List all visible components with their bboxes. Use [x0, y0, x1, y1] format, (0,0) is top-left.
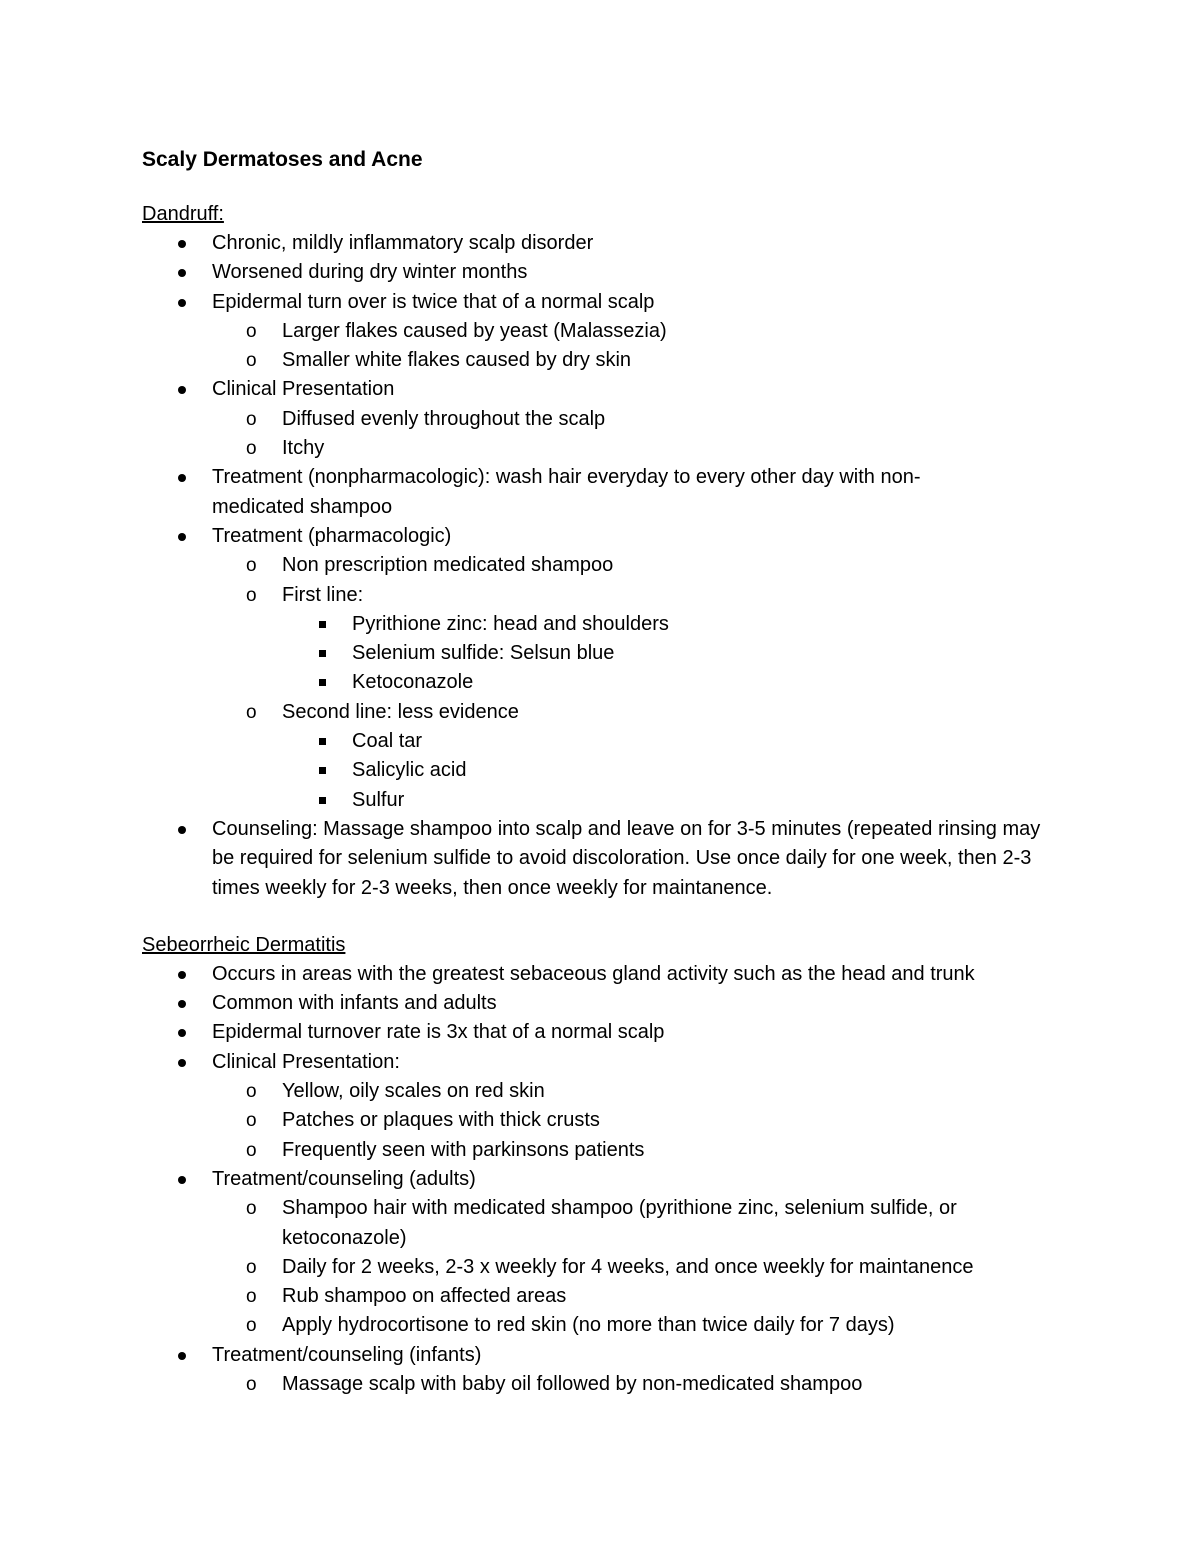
bullet-dot-icon — [178, 1029, 186, 1037]
sub-list — [212, 317, 1062, 376]
section-heading-dandruff: Dandruff: — [142, 203, 224, 225]
bullet-dot-icon — [178, 269, 186, 277]
circle-bullet-icon: o — [246, 1139, 257, 1161]
circle-bullet-icon: o — [246, 584, 257, 606]
sub-list — [212, 405, 1062, 464]
bullet-dot-icon — [178, 240, 186, 248]
section-seborrheic-dermatitis — [142, 931, 1062, 1399]
list-item: Common with infants and adults — [142, 989, 1062, 1018]
list-item: Epidermal turn over is twice that of a normal scalp o Larger flakes caused by yeast (Malassezia) o Smaller white flakes caused by dry skin — [142, 288, 1062, 376]
list-item: Pyrithione zinc: head and shoulders — [282, 610, 1062, 639]
circle-bullet-icon: o — [246, 1081, 257, 1103]
circle-bullet-icon: o — [246, 438, 257, 460]
list-item: o Smaller white flakes caused by dry skin — [212, 346, 1062, 375]
circle-bullet-icon: o — [246, 701, 257, 723]
bullet-dot-icon — [178, 474, 186, 482]
square-bullet-icon — [319, 767, 326, 774]
sub-sub-list — [282, 610, 1062, 698]
list-item: o Yellow, oily scales on red skin — [212, 1077, 1062, 1106]
bullet-dot-icon — [178, 1176, 186, 1184]
list-item: Sulfur — [282, 786, 1062, 815]
list-item: o Itchy — [212, 434, 1062, 463]
sub-list — [212, 1370, 1062, 1399]
bullet-dot-icon — [178, 1352, 186, 1360]
list-item: Treatment/counseling (infants) o Massage scalp with baby oil followed by non-medicated shampoo — [142, 1341, 1062, 1400]
list-item: o Massage scalp with baby oil followed by non-medicated shampoo — [212, 1370, 1062, 1399]
bullet-list — [142, 960, 1062, 1399]
document-title: Scaly Dermatoses and Acne — [142, 148, 423, 171]
sub-sub-list — [282, 727, 1062, 815]
bullet-dot-icon — [178, 826, 186, 834]
sub-list — [212, 1077, 1062, 1165]
square-bullet-icon — [319, 621, 326, 628]
list-item: Coal tar — [282, 727, 1062, 756]
list-item: o Daily for 2 weeks, 2-3 x weekly for 4 weeks, and once weekly for maintanence — [212, 1253, 1062, 1282]
circle-bullet-icon: o — [246, 408, 257, 430]
square-bullet-icon — [319, 650, 326, 657]
sub-list — [212, 551, 1062, 815]
circle-bullet-icon: o — [246, 1256, 257, 1278]
circle-bullet-icon: o — [246, 350, 257, 372]
list-item: Clinical Presentation o Diffused evenly throughout the scalp o Itchy — [142, 375, 1062, 463]
document-page — [142, 142, 1062, 1399]
list-item: o Diffused evenly throughout the scalp — [212, 405, 1062, 434]
list-item: o Shampoo hair with medicated shampoo (pyrithione zinc, selenium sulfide, or ketoconazole) — [212, 1194, 1062, 1253]
list-item: Treatment (pharmacologic) o Non prescription medicated shampoo o First line: Pyrithione zinc: head and shoulders Selenium sulfide: Selsun blue Ketoconazole o Second line: less evidence Coal tar Salicylic acid Sulfur — [142, 522, 1062, 815]
list-item: o Frequently seen with parkinsons patients — [212, 1136, 1062, 1165]
bullet-dot-icon — [178, 299, 186, 307]
square-bullet-icon — [319, 738, 326, 745]
list-item: Chronic, mildly inflammatory scalp disorder — [142, 229, 1062, 258]
list-item: Treatment/counseling (adults) o Shampoo hair with medicated shampoo (pyrithione zinc, selenium sulfide, or ketoconazole) o Daily for 2 weeks, 2-3 x weekly for 4 weeks, and once weekly for maintanence o Rub shampoo on affected areas o Apply hydrocortisone to red skin (no more than twice daily for 7 days) — [142, 1165, 1062, 1341]
bullet-dot-icon — [178, 1059, 186, 1067]
sub-list — [212, 1194, 1062, 1340]
list-item: Occurs in areas with the greatest sebaceous gland activity such as the head and trunk — [142, 960, 1062, 989]
circle-bullet-icon: o — [246, 320, 257, 342]
circle-bullet-icon: o — [246, 1373, 257, 1395]
circle-bullet-icon: o — [246, 1286, 257, 1308]
bullet-list — [142, 229, 1062, 903]
section-heading-seborrheic-dermatitis: Sebeorrheic Dermatitis — [142, 933, 346, 956]
list-item: o First line: Pyrithione zinc: head and shoulders Selenium sulfide: Selsun blue Ketoconazole — [212, 581, 1062, 698]
list-item: Epidermal turnover rate is 3x that of a normal scalp — [142, 1018, 1062, 1047]
bullet-dot-icon — [178, 971, 186, 979]
list-item: Worsened during dry winter months — [142, 258, 1062, 287]
circle-bullet-icon: o — [246, 1315, 257, 1337]
list-item: o Apply hydrocortisone to red skin (no more than twice daily for 7 days) — [212, 1311, 1062, 1340]
list-item: Salicylic acid — [282, 756, 1062, 785]
list-item: Selenium sulfide: Selsun blue — [282, 639, 1062, 668]
square-bullet-icon — [319, 797, 326, 804]
list-item: o Non prescription medicated shampoo — [212, 551, 1062, 580]
circle-bullet-icon: o — [246, 1198, 257, 1220]
bullet-dot-icon — [178, 533, 186, 541]
bullet-dot-icon — [178, 1000, 186, 1008]
list-item: Ketoconazole — [282, 668, 1062, 697]
list-item: o Rub shampoo on affected areas — [212, 1282, 1062, 1311]
circle-bullet-icon: o — [246, 1110, 257, 1132]
list-item: o Patches or plaques with thick crusts — [212, 1106, 1062, 1135]
square-bullet-icon — [319, 679, 326, 686]
bullet-dot-icon — [178, 386, 186, 394]
circle-bullet-icon: o — [246, 555, 257, 577]
list-item: o Second line: less evidence Coal tar Salicylic acid Sulfur — [212, 698, 1062, 815]
list-item: Counseling: Massage shampoo into scalp and leave on for 3-5 minutes (repeated rinsing may be required for selenium sulfide to avoid discoloration. Use once daily for one week, then 2-3 times weekly for 2-3 weeks, then once weekly for maintanence. — [142, 815, 1062, 903]
list-item: Treatment (nonpharmacologic): wash hair everyday to every other day with non-medicated shampoo — [142, 463, 1062, 522]
list-item: o Larger flakes caused by yeast (Malassezia) — [212, 317, 1062, 346]
section-dandruff — [142, 200, 1062, 903]
list-item: Clinical Presentation: o Yellow, oily scales on red skin o Patches or plaques with thick crusts o Frequently seen with parkinsons patients — [142, 1048, 1062, 1165]
